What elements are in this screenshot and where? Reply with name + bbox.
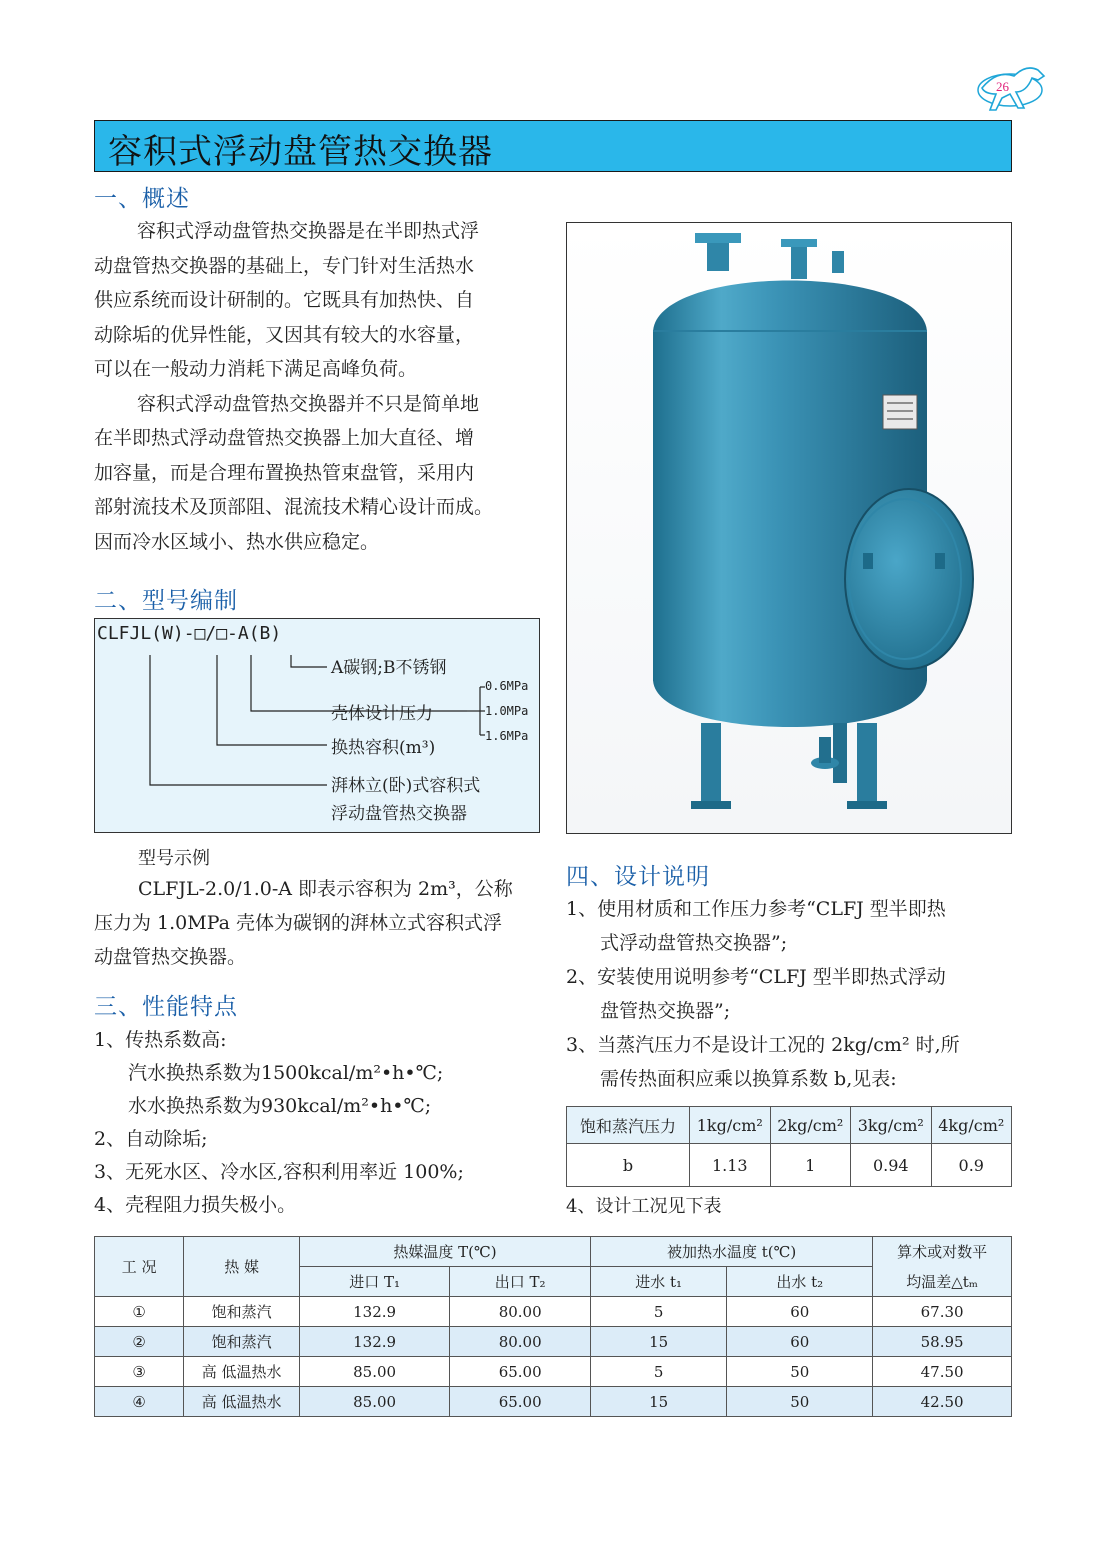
pressure-option: 1.0MPa <box>485 704 529 718</box>
paragraph-line: 动盘管热交换器。 <box>94 946 247 968</box>
table-cell: ① <box>95 1297 184 1327</box>
paragraph-line: 部射流技术及顶部阻、混流技术精心设计而成。 <box>94 496 494 518</box>
table-header-cell: 饱和蒸汽压力 <box>567 1107 690 1144</box>
paragraph-line: 1、使用材质和工作压力参考“CLFJ 型半即热 <box>566 898 946 920</box>
table-cell: 15 <box>591 1387 727 1417</box>
features-heading: 三、性能特点 <box>94 994 238 1020</box>
table-header-cell: 1kg/cm² <box>690 1107 771 1144</box>
design-condition-table <box>94 1236 1012 1417</box>
paragraph-line: 因而冷水区域小、热水供应稳定。 <box>94 530 380 553</box>
type-label-line2: 浮动盘管热交换器 <box>331 804 467 824</box>
paragraph-line: 在半即热式浮动盘管热交换器上加大直径、增 <box>94 427 475 449</box>
table-header-cell: 热 媒 <box>184 1237 300 1297</box>
volume-label: 换热容积(m³) <box>331 738 436 758</box>
table-header-cell: 2kg/cm² <box>770 1107 851 1144</box>
paragraph-line: 压力为 1.0MPa 壳体为碳钢的湃林立式容积式浮 <box>94 912 503 934</box>
paragraph-line: 盘管热交换器”; <box>600 1000 731 1022</box>
table-cell: 65.00 <box>450 1387 591 1417</box>
overview-heading: 一、概述 <box>94 186 190 212</box>
table-cell: 132.9 <box>299 1297 449 1327</box>
material-label: A碳钢;B不锈钢 <box>331 658 447 678</box>
paragraph-line: 式浮动盘管热交换器”; <box>600 932 788 954</box>
table-header-cell: 进口 T₁ <box>299 1267 449 1297</box>
list-item: 2、自动除垢; <box>94 1128 208 1150</box>
table-header-cell: 算术或对数平 <box>873 1237 1012 1267</box>
paragraph-line: 需传热面积应乘以换算系数 b,见表: <box>600 1068 897 1090</box>
table-header-cell: 进水 t₁ <box>591 1267 727 1297</box>
table-header-cell: 3kg/cm² <box>851 1107 932 1144</box>
paragraph-line: 可以在一般动力消耗下满足高峰负荷。 <box>94 358 418 380</box>
model-code-diagram <box>94 618 540 833</box>
list-item: 4、壳程阻力损失极小。 <box>94 1194 297 1216</box>
paragraph-line: 容积式浮动盘管热交换器是在半即热式浮 <box>137 220 480 242</box>
list-item: 3、无死水区、冷水区,容积利用率近 100%; <box>94 1161 464 1183</box>
table-cell: 1.13 <box>690 1144 771 1187</box>
page-title: 容积式浮动盘管热交换器 <box>108 132 493 172</box>
table-row <box>567 1144 1012 1187</box>
table-header-cell: 工 况 <box>95 1237 184 1297</box>
table-header-cell: 均温差△tₘ <box>873 1267 1012 1297</box>
page-number: 26 <box>996 79 1009 94</box>
table-cell: ② <box>95 1327 184 1357</box>
table-cell: 5 <box>591 1297 727 1327</box>
table-row <box>95 1327 1012 1357</box>
table-cell: 1 <box>770 1144 851 1187</box>
table-cell: 67.30 <box>873 1297 1012 1327</box>
table-header-cell: 出水 t₂ <box>727 1267 873 1297</box>
table-cell: 132.9 <box>299 1327 449 1357</box>
list-item: 汽水换热系数为1500kcal/m²•h•℃; <box>128 1062 444 1084</box>
table-cell: 60 <box>727 1297 873 1327</box>
table-cell: 5 <box>591 1357 727 1387</box>
paragraph-line: 加容量，而是合理布置换热管束盘管，采用内 <box>94 461 475 484</box>
table-row <box>95 1387 1012 1417</box>
pressure-option: 0.6MPa <box>485 679 529 693</box>
paragraph-line: CLFJL-2.0/1.0-A 即表示容积为 2m³，公称 <box>138 878 513 900</box>
table-cell: ④ <box>95 1387 184 1417</box>
table-cell: 高 低温热水 <box>184 1387 300 1417</box>
type-label-line1: 湃林立(卧)式容积式 <box>331 776 481 796</box>
table-cell: 80.00 <box>450 1327 591 1357</box>
table-row <box>567 1107 1012 1144</box>
table-row <box>95 1357 1012 1387</box>
model-code: CLFJL(W)-□/□-A(B) <box>97 623 282 644</box>
model-diagram-lines <box>95 619 541 834</box>
steam-pressure-table <box>566 1106 1012 1187</box>
pressure-option: 1.6MPa <box>485 729 529 743</box>
paragraph-line: 供应系统而设计研制的。它既具有加热快、自 <box>94 289 475 311</box>
table-cell: 60 <box>727 1327 873 1357</box>
list-item: 1、传热系数高: <box>94 1029 227 1051</box>
table-cell: 0.9 <box>931 1144 1012 1187</box>
table-cell: 47.50 <box>873 1357 1012 1387</box>
table-cell: 85.00 <box>299 1387 449 1417</box>
design-heading: 四、设计说明 <box>566 864 710 890</box>
table-cell: 高 低温热水 <box>184 1357 300 1387</box>
table-row <box>95 1297 1012 1327</box>
table-cell: ③ <box>95 1357 184 1387</box>
table-cell: 85.00 <box>299 1357 449 1387</box>
table-cell: 饱和蒸汽 <box>184 1297 300 1327</box>
table-cell: b <box>567 1144 690 1187</box>
paragraph-line: 2、安装使用说明参考“CLFJ 型半即热式浮动 <box>566 966 946 988</box>
design-text <box>566 892 960 1096</box>
table-cell: 50 <box>727 1387 873 1417</box>
table-row <box>95 1237 1012 1267</box>
overview-text <box>94 214 549 559</box>
condition-note: 4、设计工况见下表 <box>566 1196 722 1217</box>
product-photo <box>566 222 1012 834</box>
paragraph-line: 容积式浮动盘管热交换器并不只是简单地 <box>137 392 480 415</box>
table-cell: 80.00 <box>450 1297 591 1327</box>
table-cell: 65.00 <box>450 1357 591 1387</box>
table-header-cell: 出口 T₂ <box>450 1267 591 1297</box>
heat-exchanger-illustration <box>567 223 1012 834</box>
paragraph-line: 动盘管热交换器的基础上，专门针对生活热水 <box>94 254 475 277</box>
table-cell: 饱和蒸汽 <box>184 1327 300 1357</box>
table-header-cell: 被加热水温度 t(℃) <box>591 1237 873 1267</box>
table-cell: 0.94 <box>851 1144 932 1187</box>
table-cell: 15 <box>591 1327 727 1357</box>
paragraph-line: 3、当蒸汽压力不是设计工况的 2kg/cm² 时,所 <box>566 1034 960 1056</box>
table-cell: 58.95 <box>873 1327 1012 1357</box>
table-cell: 50 <box>727 1357 873 1387</box>
model-heading: 二、型号编制 <box>94 588 238 614</box>
table-header-cell: 热媒温度 T(℃) <box>299 1237 590 1267</box>
table-header-cell: 4kg/cm² <box>931 1107 1012 1144</box>
table-cell: 42.50 <box>873 1387 1012 1417</box>
horse-logo-icon <box>972 58 1052 118</box>
example-text <box>94 872 513 974</box>
features-list <box>94 1024 464 1222</box>
pressure-label: 壳体设计压力 <box>331 704 433 724</box>
example-label: 型号示例 <box>138 848 210 869</box>
list-item: 水水换热系数为930kcal/m²•h•℃; <box>128 1095 432 1117</box>
paragraph-line: 动除垢的优异性能，又因其有较大的水容量， <box>94 323 475 346</box>
